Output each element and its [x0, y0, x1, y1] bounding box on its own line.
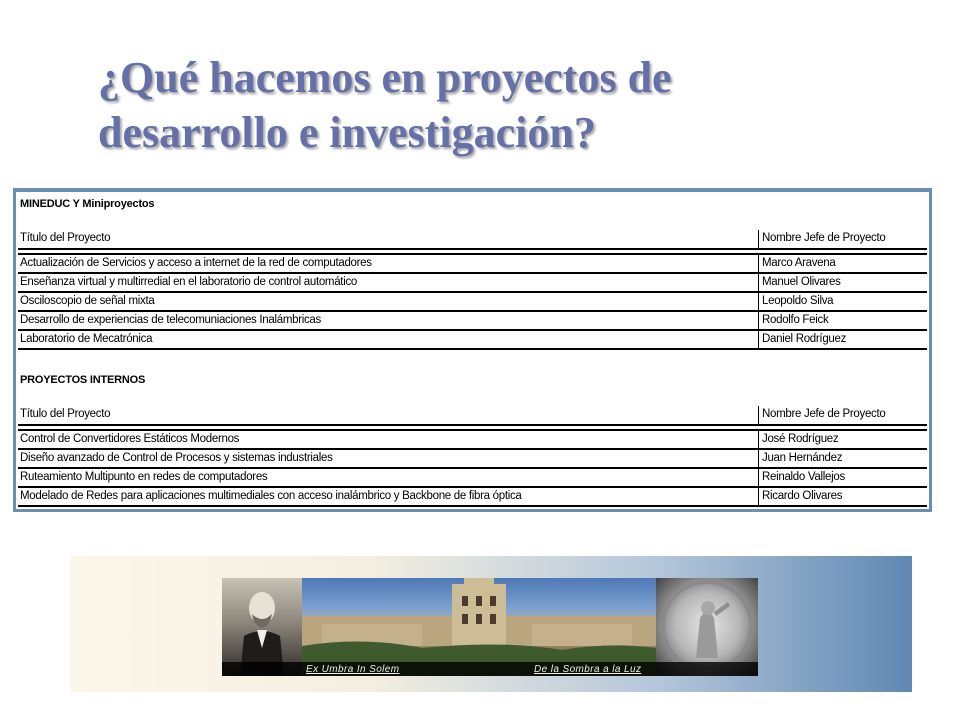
table-header-row: [18, 406, 927, 426]
column-divider: [758, 450, 759, 467]
project-leader: Rodolfo Feick: [762, 314, 829, 326]
projects-table-body: [16, 192, 929, 509]
table-row: [18, 310, 927, 329]
table-row: [18, 329, 927, 350]
project-leader: Daniel Rodríguez: [762, 333, 847, 345]
university-banner-image: [222, 578, 758, 676]
column-divider: [758, 469, 759, 486]
column-header-project: Título del Proyecto: [20, 408, 111, 420]
project-title: Diseño avanzado de Control de Procesos y sistemas industriales: [20, 452, 333, 464]
table-row: [18, 291, 927, 310]
project-title: Desarrollo de experiencias de telecomuniaciones Inalámbricas: [20, 314, 321, 326]
project-title: Laboratorio de Mecatrónica: [20, 333, 153, 345]
project-leader: José Rodríguez: [762, 433, 839, 445]
column-divider: [758, 431, 759, 448]
project-title: Ruteamiento Multipunto en redes de computadores: [20, 471, 268, 483]
table-row: [18, 253, 927, 272]
project-title: Modelado de Redes para aplicaciones multimediales con acceso inalámbrico y Backbone de fibra óptica: [20, 490, 522, 502]
title-line-2: desarrollo e investigación?: [98, 108, 596, 157]
table-row: [18, 429, 927, 448]
slide-title: [98, 50, 918, 160]
section-heading-mineduc: MINEDUC Y Miniproyectos: [20, 198, 155, 210]
motto-bar: [222, 662, 758, 676]
project-title: Control de Convertidores Estáticos Modernos: [20, 433, 240, 445]
motto-spanish: De la Sombra a la Luz: [534, 664, 642, 675]
project-leader: Marco Aravena: [762, 257, 836, 269]
project-leader: Juan Hernández: [762, 452, 843, 464]
section-heading-internal: PROYECTOS INTERNOS: [20, 374, 146, 386]
table-row: [18, 467, 927, 486]
table-header-row: [18, 230, 927, 250]
project-leader: Ricardo Olivares: [762, 490, 843, 502]
project-title: Actualización de Servicios y acceso a internet de la red de computadores: [20, 257, 372, 269]
project-leader: Manuel Olivares: [762, 276, 841, 288]
table-row: [18, 448, 927, 467]
project-leader: Leopoldo Silva: [762, 295, 834, 307]
footer-banner: [70, 556, 912, 692]
column-divider: [758, 312, 759, 329]
project-title: Enseñanza virtual y multirredial en el laboratorio de control automático: [20, 276, 358, 288]
motto-latin: Ex Umbra In Solem: [306, 664, 400, 675]
column-divider: [758, 406, 759, 424]
column-header-project: Título del Proyecto: [20, 232, 111, 244]
column-header-leader: Nombre Jefe de Proyecto: [762, 408, 886, 420]
column-divider: [758, 488, 759, 505]
project-title: Osciloscopio de señal mixta: [20, 295, 155, 307]
projects-table: [13, 188, 932, 512]
column-divider: [758, 230, 759, 248]
title-line-1: ¿Qué hacemos en proyectos de: [98, 53, 672, 102]
column-divider: [758, 255, 759, 272]
project-leader: Reinaldo Vallejos: [762, 471, 845, 483]
table-row: [18, 272, 927, 291]
column-divider: [758, 331, 759, 348]
column-divider: [758, 274, 759, 291]
table-row: [18, 486, 927, 507]
column-header-leader: Nombre Jefe de Proyecto: [762, 232, 886, 244]
column-divider: [758, 293, 759, 310]
